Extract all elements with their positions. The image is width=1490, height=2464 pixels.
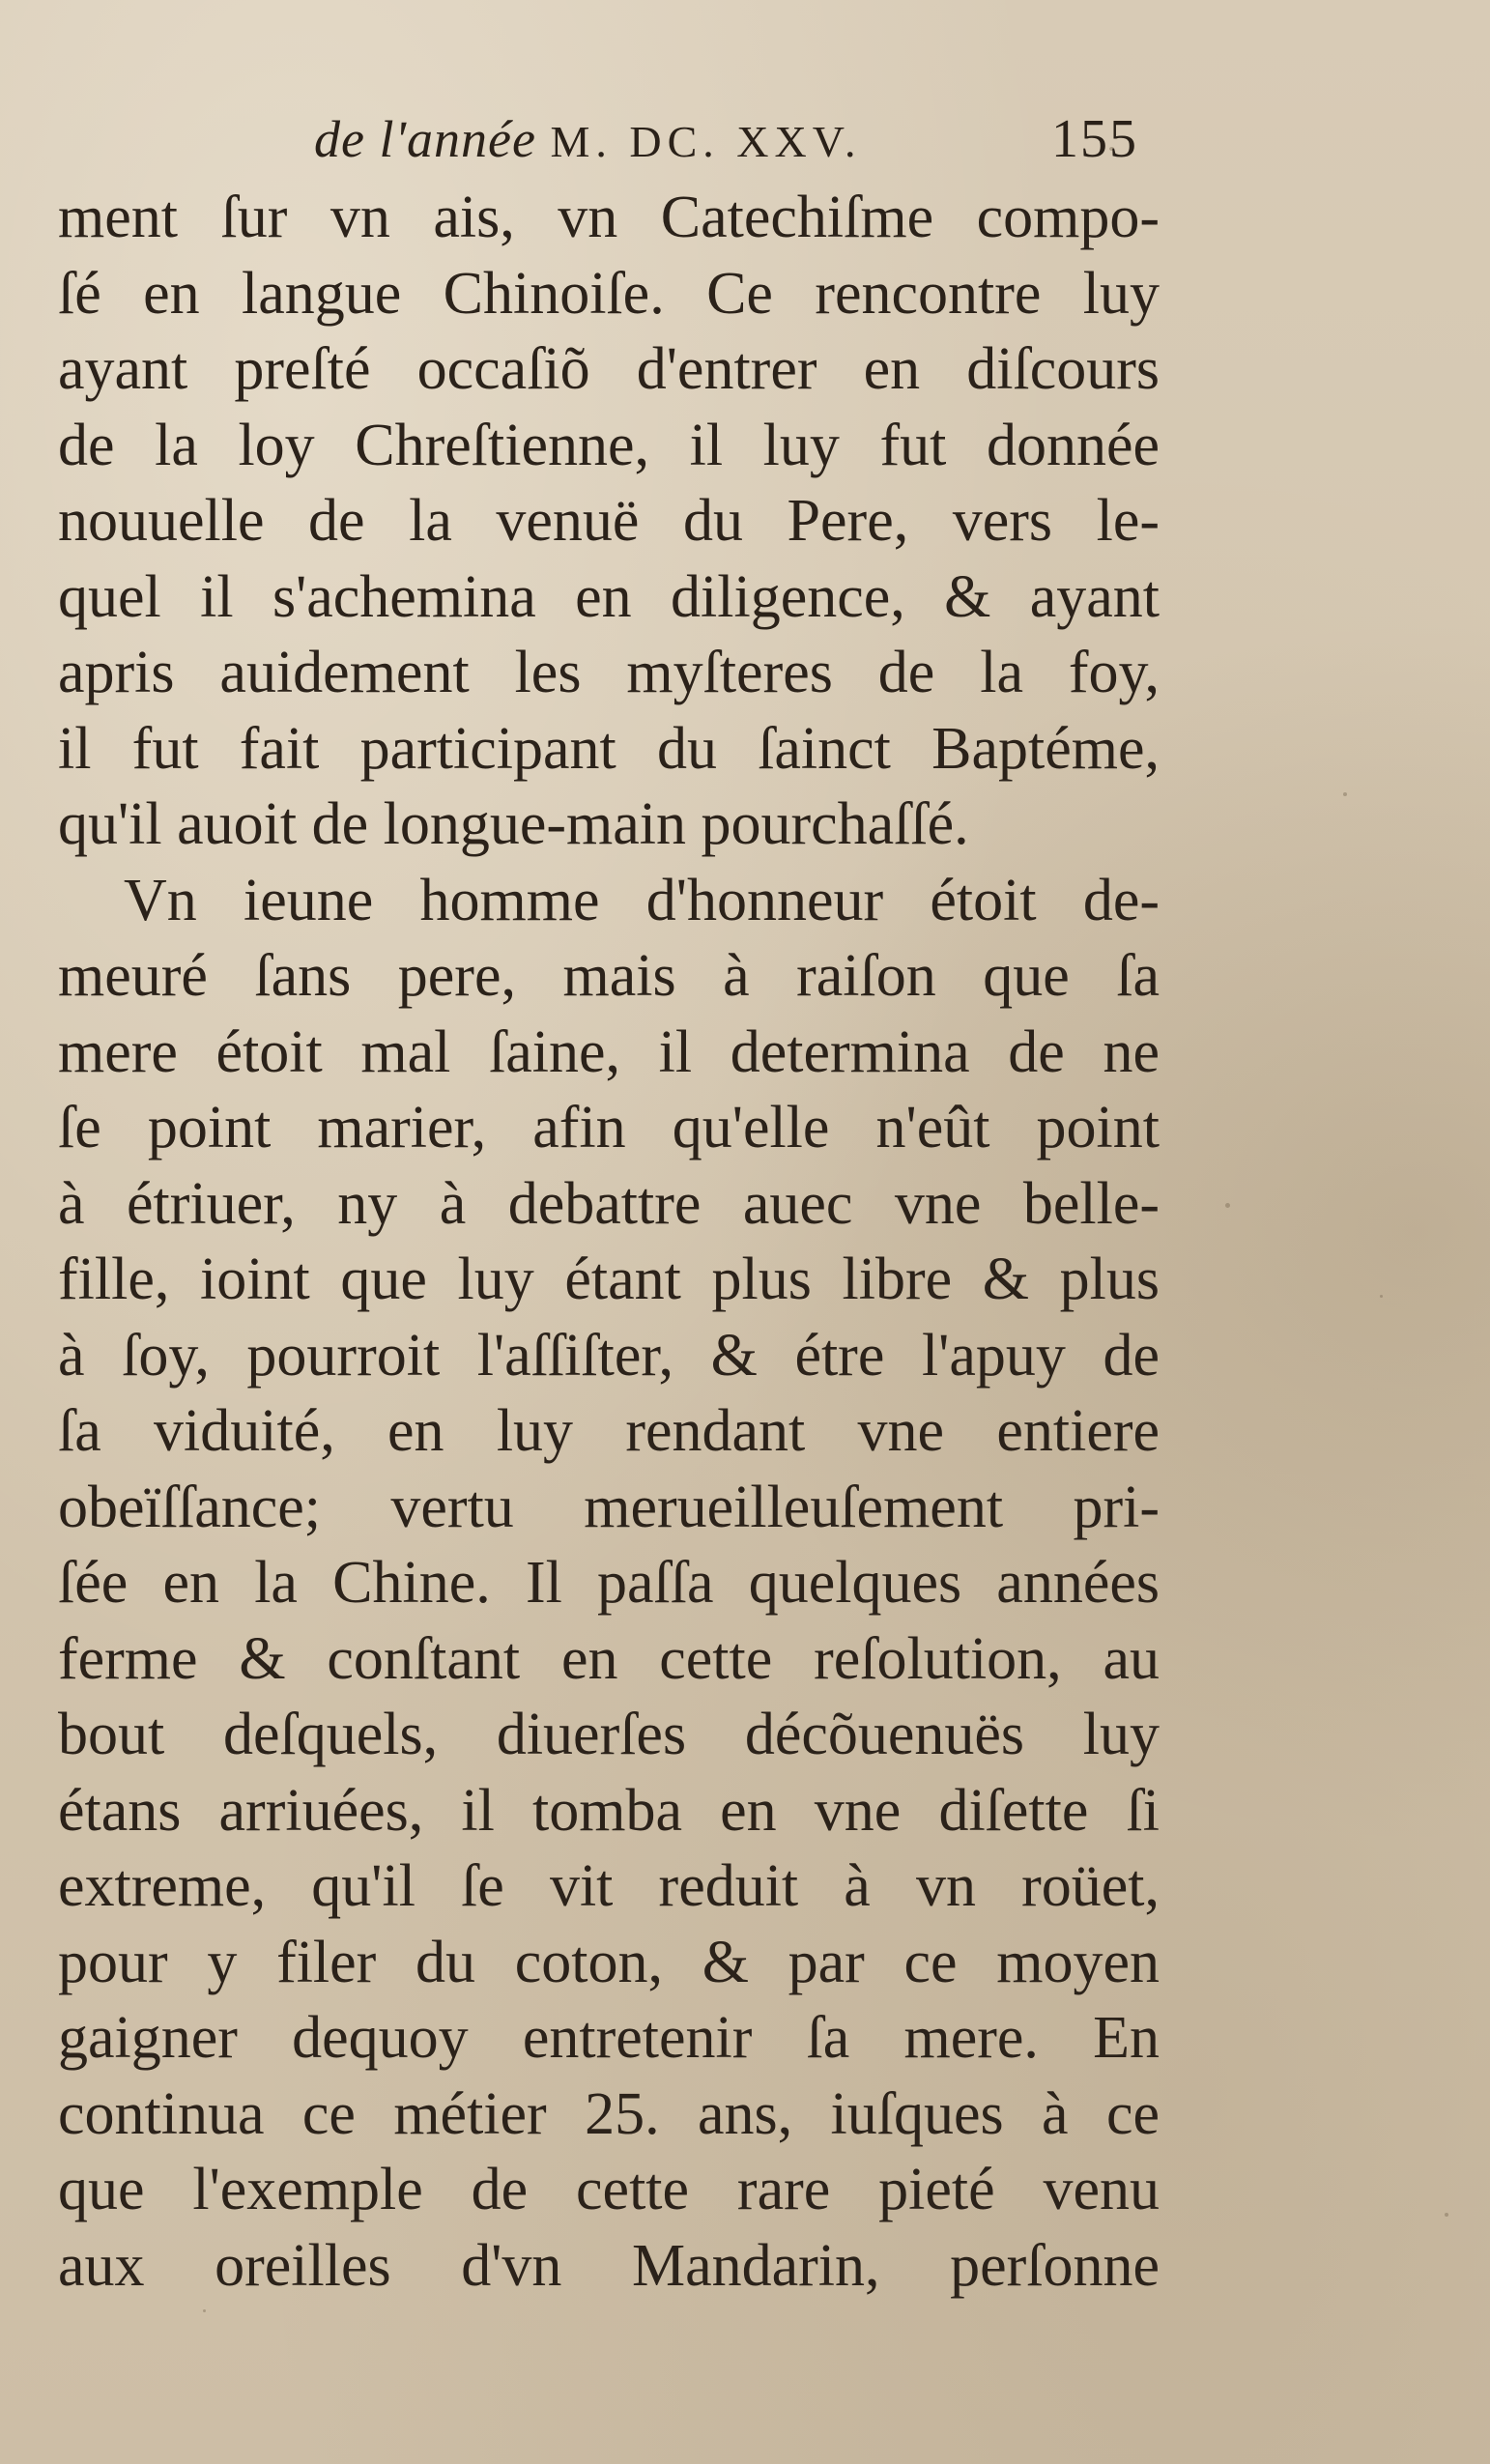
text-line: que l'exemple de cette rare pieté venu [58,2157,1160,2222]
text-line: aux oreilles d'vn Mandarin, perſonne [58,2232,1160,2299]
paper-speck [203,2309,206,2312]
page-header [0,108,1490,170]
text-line: ſée en la Chine. Il paſſa quelques années [58,1550,1160,1616]
text-line: extreme, qu'il ſe vit reduit à vn roüet, [58,1853,1160,1919]
text-line: continua ce métier 25. ans, iuſques à ce [58,2080,1160,2147]
running-head [314,108,862,173]
running-head-italic: de l'année [314,110,536,168]
text-line: de la loy Chreſtienne, il luy fut donnée [58,412,1160,478]
text-line: ſé en langue Chinoiſe. Ce rencontre luy [58,260,1160,327]
paragraph-first-line: Vn ieune homme d'honneur étoit de- [124,867,1160,933]
text-line: étans arriuées, il tomba en vne diſette ſi [58,1777,1160,1844]
text-line: quel il s'achemina en diligence, & ayant [58,563,1160,630]
text-line: ferme & conſtant en cette reſolution, au [58,1625,1160,1692]
paper-speck [1225,1203,1230,1208]
paper-speck [1343,792,1347,796]
text-line: apris auidement les myſteres de la foy, [58,640,1160,705]
text-line: qu'il auoit de longue-main pourchaſſé. [58,791,969,857]
text-line: à étriuer, ny à debattre auec vne belle- [58,1170,1160,1237]
text-line: nouuelle de la venuë du Pere, vers le- [58,488,1160,554]
running-head-year: M. DC. XXV. [550,117,862,166]
text-line: fille, ioint que luy étant plus libre & plus [58,1246,1160,1312]
text-line: ayant preſté occaſiõ d'entrer en diſcours [58,336,1160,402]
paper-speck [1380,1295,1383,1298]
text-line: ment ſur vn ais, vn Catechiſme compo- [58,185,1160,250]
text-line: bout deſquels, diuerſes décõuenuës luy [58,1702,1160,1767]
text-line: obeïſſance; vertu merueilleuſement pri- [58,1474,1160,1540]
text-line: mere étoit mal ſaine, il determina de ne [58,1018,1160,1085]
body-text [58,180,1160,2304]
paper-speck [1445,2213,1448,2217]
text-line: meuré ſans pere, mais à raiſon que ſa [58,943,1160,1009]
text-line: ſe point marier, afin qu'elle n'eût point [58,1095,1160,1160]
text-line: pour y filer du coton, & par ce moyen [58,1929,1160,1995]
text-line: ſa viduité, en luy rendant vne entiere [58,1398,1160,1464]
text-line: à ſoy, pourroit l'aſſiſter, & étre l'apuy de [58,1322,1160,1389]
text-line: gaigner dequoy entretenir ſa mere. En [58,2005,1160,2071]
page-number: 155 [1051,109,1138,169]
text-line: il fut fait participant du ſainct Baptéme, [58,715,1160,782]
